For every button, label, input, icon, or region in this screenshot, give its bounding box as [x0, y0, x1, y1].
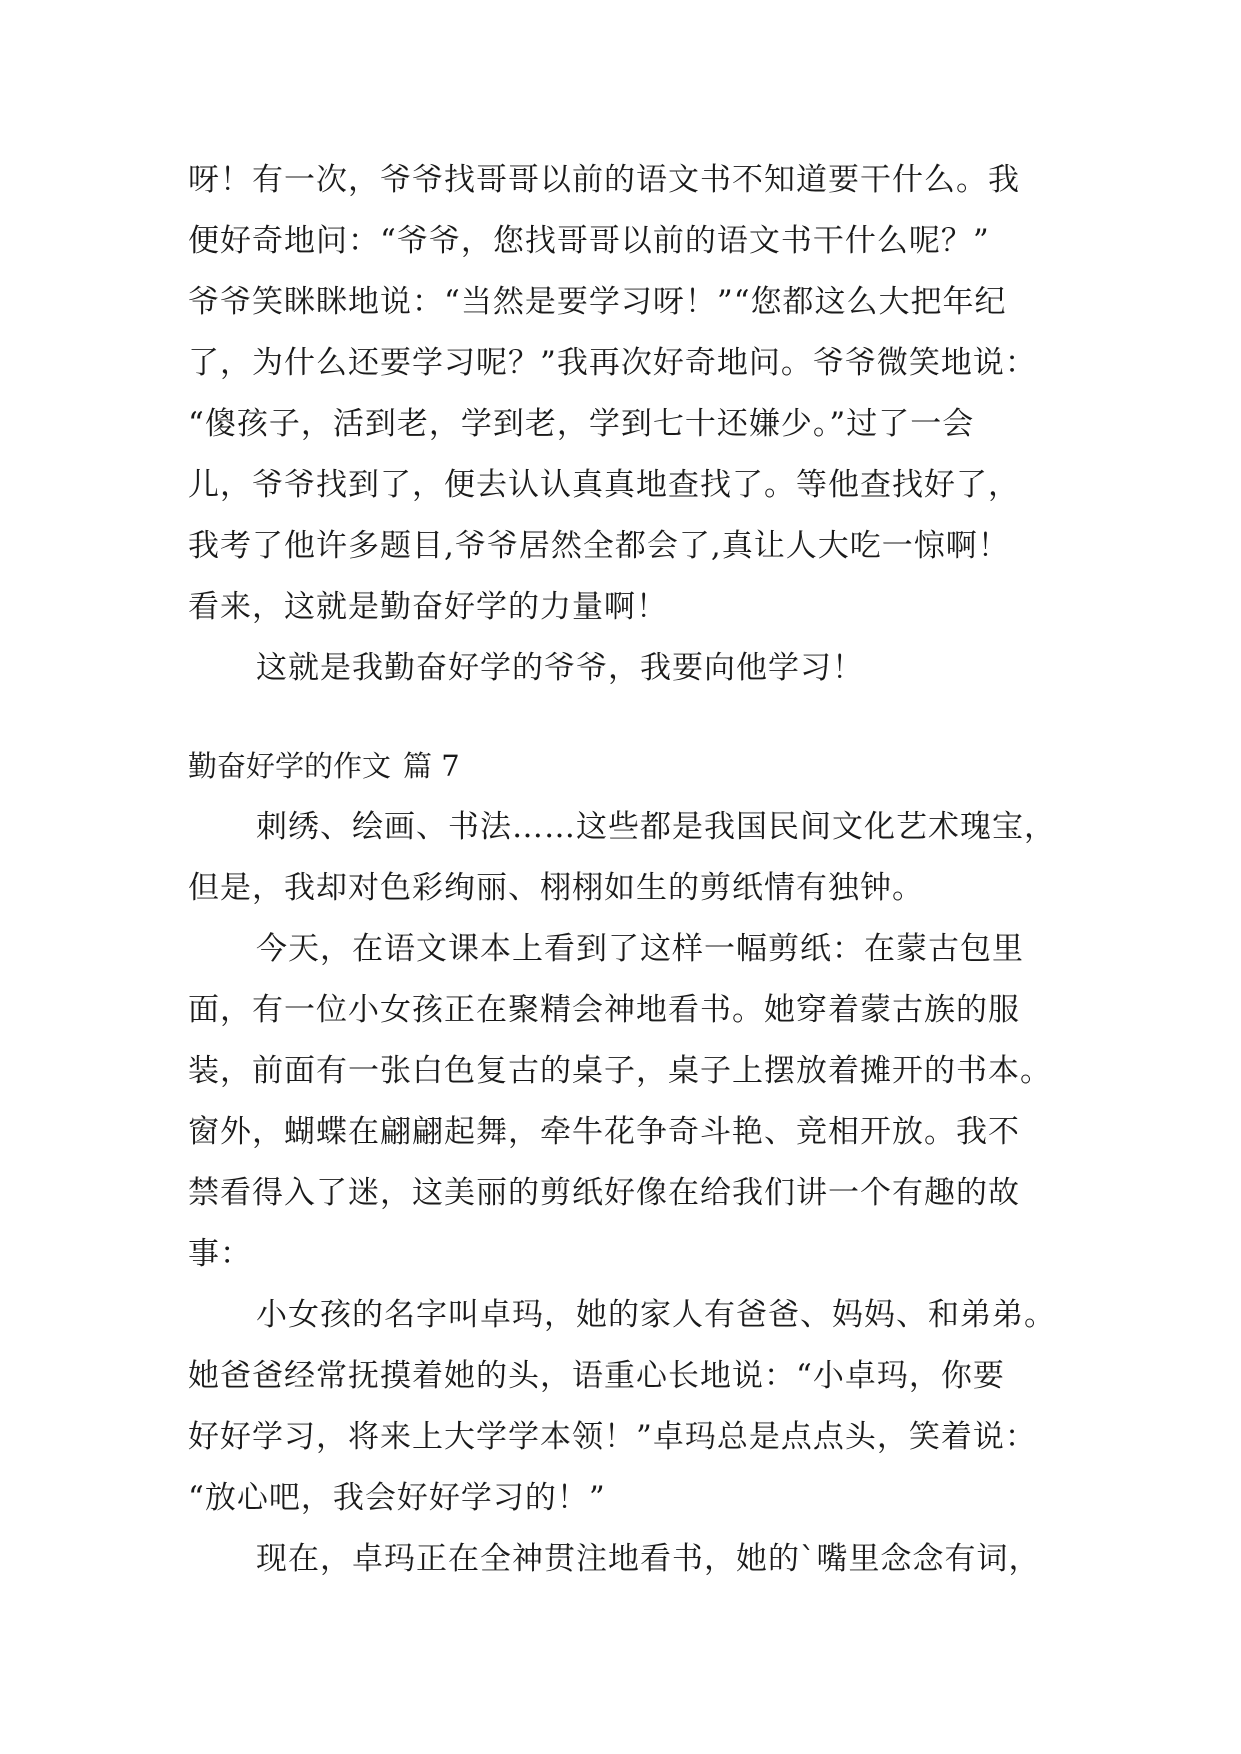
- text-line: “放心吧，我会好好学习的！”: [188, 1480, 606, 1516]
- text-line: 刺绣、绘画、书法……这些都是我国民间文化艺术瑰宝，: [256, 809, 1056, 845]
- text-line: “傻孩子，活到老，学到老，学到七十还嫌少。”过了一会: [188, 406, 975, 442]
- text-line: 小女孩的名字叫卓玛，她的家人有爸爸、妈妈、和弟弟。: [256, 1297, 1056, 1333]
- text-line: 事：: [188, 1236, 252, 1272]
- text-line: 好好学习，将来上大学学本领！”卓玛总是点点头，笑着说：: [188, 1419, 1037, 1455]
- text-line: 了，为什么还要学习呢？”我再次好奇地问。爷爷微笑地说：: [188, 345, 1037, 381]
- essay-title: [188, 736, 1088, 797]
- text-line: 爷爷笑眯眯地说：“当然是要学习呀！”“您都这么大把年纪: [188, 284, 1007, 320]
- text-line: 我考了他许多题目,爷爷居然全都会了,真让人大吃一惊啊！: [188, 528, 1010, 564]
- text-line: 今天，在语文课本上看到了这样一幅剪纸：在蒙古包里: [256, 931, 1024, 967]
- essay-body: [188, 797, 1088, 1590]
- text-line: 儿，爷爷找到了，便去认认真真地查找了。等他查找好了，: [188, 467, 1020, 503]
- text-line: 现在，卓玛正在全神贯注地看书，她的`嘴里念念有词，: [256, 1541, 1041, 1577]
- closing-line: 这就是我勤奋好学的爷爷，我要向他学习！: [256, 650, 864, 686]
- text-line: 面，有一位小女孩正在聚精会神地看书。她穿着蒙古族的服: [188, 992, 1020, 1028]
- text-line: 她爸爸经常抚摸着她的头，语重心长地说：“小卓玛，你要: [188, 1358, 1005, 1394]
- essay-title-text: 勤奋好学的作文: [188, 749, 392, 783]
- text-line: 窗外，蝴蝶在翩翩起舞，牵牛花争奇斗艳、竞相开放。我不: [188, 1114, 1020, 1150]
- paragraph-grandpa-story: [188, 150, 1088, 699]
- text-line: 但是，我却对色彩绚丽、栩栩如生的剪纸情有独钟。: [188, 870, 924, 906]
- essay-number: 篇 7: [403, 749, 460, 783]
- text-line: 禁看得入了迷，这美丽的剪纸好像在给我们讲一个有趣的故: [188, 1175, 1020, 1211]
- text-line: 呀！有一次，爷爷找哥哥以前的语文书不知道要干什么。我: [188, 162, 1020, 198]
- text-line: 便好奇地问：“爷爷，您找哥哥以前的语文书干什么呢？”: [188, 223, 990, 259]
- essay-heading: [188, 736, 1088, 797]
- text-line: 装，前面有一张白色复古的桌子，桌子上摆放着摊开的书本。: [188, 1053, 1052, 1089]
- text-line: 看来，这就是勤奋好学的力量啊！: [188, 589, 668, 625]
